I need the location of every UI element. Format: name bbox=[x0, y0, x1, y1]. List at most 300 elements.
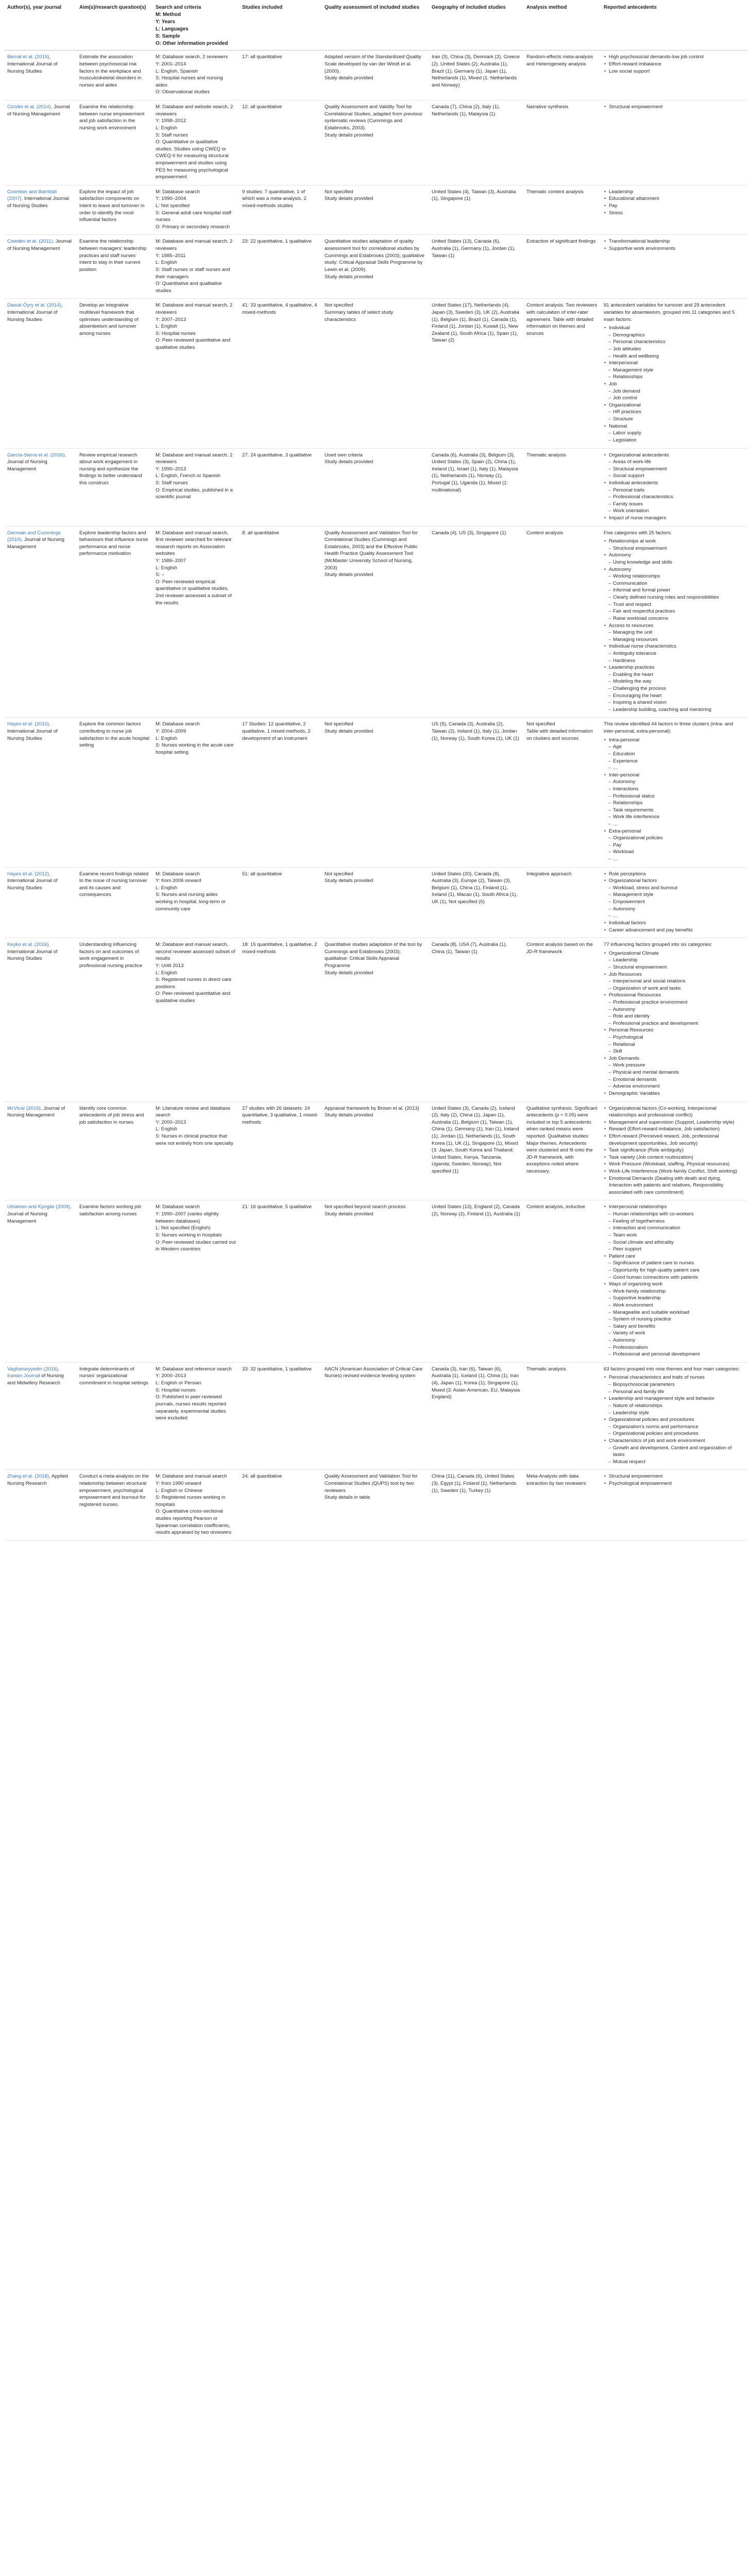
antecedent-subitem: – Structure bbox=[609, 416, 744, 423]
aim-cell: Develop an integrative multilevel framework that optimises understanding of absenteeism and turnover among nurses bbox=[76, 299, 152, 448]
table-body bbox=[4, 50, 747, 1540]
aim-cell: Explore the impact of job satisfaction components on intent to leave and turnover in order to identify the most influential factors bbox=[76, 185, 152, 235]
author-citation-link[interactable]: Keyko et al. (2016), bbox=[7, 942, 50, 948]
antecedent-subitem: – Structural empowerment bbox=[609, 545, 744, 552]
antecedent-subitem: – Areas of work-life bbox=[609, 459, 744, 466]
studies-included-cell: 9 studies: 7 quantitative, 1 of which was a meta-analysis, 2 mixed-methods studies bbox=[239, 185, 321, 235]
antecedents-cell bbox=[601, 938, 747, 1101]
antecedent-item: • Ways of organizing work bbox=[609, 1281, 744, 1288]
table-row bbox=[4, 1101, 747, 1200]
antecedent-subitem: – Leadership style bbox=[609, 1410, 744, 1417]
antecedent-subitem: – Experience bbox=[609, 758, 744, 765]
antecedent-subitem: – Professional and personal development bbox=[609, 1351, 744, 1358]
antecedent-subitem: – Legislation bbox=[609, 437, 744, 444]
aim-cell: Estimate the association between psychosocial risk factors in the workplace and musculoskeletal disorders in nurses and aides bbox=[76, 50, 152, 100]
analysis-method-cell: Qualitative synthesis. Significant antecedents (p < 0.05) were included or top 5 antecedents when ranked means were reported. Qualitative studies: Major themes. Antecedents were clustered and fit onto the JD-R framework, with exceptions noted where necessary. bbox=[523, 1101, 601, 1200]
antecedents-intro: This review identified 44 factors in three clusters (intra- and inter-personal, extra-personal): bbox=[604, 721, 733, 735]
table-row bbox=[4, 526, 747, 718]
antecedent-item: • High psychosocial demands-low job control bbox=[609, 54, 744, 61]
search-criteria-cell: M: Literature review and database search Y: 2000–2013 L: English S: Nurses in clinical practice that were not entirely from one specialty bbox=[152, 1101, 239, 1200]
journal-name: Journal of Nursing Management bbox=[7, 459, 47, 472]
antecedent-subitem: – Peer support bbox=[609, 1246, 744, 1253]
antecedent-subitem: – Fair and respectful practices bbox=[609, 608, 744, 615]
systematic-review-table bbox=[4, 2, 747, 1541]
author-cell bbox=[4, 526, 76, 718]
antecedent-subitem: – Trust and respect bbox=[609, 601, 744, 608]
antecedent-subitem: – Using knowledge and skills bbox=[609, 559, 744, 566]
antecedent-subitem: – Variety of work bbox=[609, 1330, 744, 1337]
antecedent-item: • Management and supervision (Support, Leadership style) bbox=[609, 1119, 744, 1126]
header-analysis: Analysis method bbox=[523, 2, 601, 50]
antecedent-subitem: – Good human connections with patients bbox=[609, 1274, 744, 1281]
geography-cell: Canada (7), China (2), Italy (1), Netherlands (1), Malaysia (1) bbox=[429, 100, 523, 185]
header-search-line: S: Sample bbox=[156, 33, 180, 39]
quality-assessment-cell: Quantitative studies adaptation of quality assessment tool for correlational studies by Cummings and Estabrooks (2003); qualitative study: Critical Appraisal Skills Programme by Lewin et al. (2009). Study details provided bbox=[321, 235, 429, 299]
antecedent-subitem: – Organizational policies and procedures bbox=[609, 1430, 744, 1437]
studies-included-cell: 27: 24 quantitative, 3 qualitative bbox=[239, 448, 321, 526]
antecedent-subitem: – Workload, stress and burnout bbox=[609, 885, 744, 892]
antecedents-cell bbox=[601, 1101, 747, 1200]
journal-name: International Journal of Nursing Studies bbox=[7, 948, 58, 962]
quality-assessment-cell: Quantitative studies adaptation of the tool by Cummings and Estabrooks (2003); qualitative: Critical Skills Appraisal Programme Study details provided bbox=[321, 938, 429, 1101]
aim-cell: Explore the common factors contributing to nurse job satisfaction in the acute hospital setting bbox=[76, 718, 152, 867]
table-row bbox=[4, 1362, 747, 1470]
table-row bbox=[4, 235, 747, 299]
antecedent-subitem: – Enabling the heart bbox=[609, 671, 744, 679]
antecedent-subitem: – Personal traits bbox=[609, 487, 744, 494]
analysis-method-cell: Thematic content analysis bbox=[523, 185, 601, 235]
author-citation-link[interactable]: Daouk-Öyry et al. (2014), bbox=[7, 302, 63, 309]
antecedent-subitem: – Structural empowerment bbox=[609, 466, 744, 473]
antecedent-subitem: – Biopsychosocial parameters bbox=[609, 1381, 744, 1388]
geography-cell: United States (20), Canada (8), Australia (3), Europe (2), Taiwan (3), Belgium (1), China (1), Finland (1), Ireland (1), Macao (1), South Africa (1), UK (1), Not specified (5) bbox=[429, 867, 523, 938]
antecedent-subitem: – Personal and family life bbox=[609, 1388, 744, 1396]
antecedent-item: • Intra-personal bbox=[609, 737, 744, 744]
antecedent-subitem: – Significance of patient care to nurses bbox=[609, 1260, 744, 1267]
antecedent-subitem: – Professional characteristics bbox=[609, 494, 744, 501]
antecedent-item: • Characteristics of job and work environment bbox=[609, 1437, 744, 1445]
antecedent-subitem: – Work life interference bbox=[609, 814, 744, 821]
analysis-method-cell: Meta-Analysis with data extraction by two reviewers bbox=[523, 1470, 601, 1540]
antecedent-subitem: – … bbox=[609, 765, 744, 772]
header-search-line: Y: Years bbox=[156, 19, 175, 25]
header-search-line: O: Other information provided bbox=[156, 40, 228, 46]
antecedent-subitem: – Professional practice environment bbox=[609, 999, 744, 1006]
author-cell bbox=[4, 299, 76, 448]
search-criteria-cell: M: Database and manual search, 2 reviewers Y: 1990–2013 L: English, French or Spanish S: Staff nurses O: Empirical studies, published in a scientific journal bbox=[152, 448, 239, 526]
antecedents-list bbox=[604, 325, 744, 444]
antecedent-subitem: – Professional status bbox=[609, 793, 744, 800]
quality-assessment-cell: Not specified Study details provided bbox=[321, 185, 429, 235]
author-cell bbox=[4, 100, 76, 185]
geography-cell: Canada (3), Iran (6), Taiwan (6), Australia (1), Iceland (1), China (1), Iran (4), Japan (1), Korea (1), Singapore (1), Mixed (3: Asian-American, EU, Malaysia England) bbox=[429, 1362, 523, 1470]
antecedent-item: • Individual antecedents bbox=[609, 480, 744, 487]
antecedents-cell bbox=[601, 1200, 747, 1362]
antecedent-item: • Effort-reward imbalance bbox=[609, 61, 744, 68]
header-quality: Quality assessment of included studies bbox=[321, 2, 429, 50]
antecedent-subitem: – Education bbox=[609, 751, 744, 758]
antecedents-list bbox=[604, 538, 744, 713]
studies-included-cell: 12: all quantitative bbox=[239, 100, 321, 185]
antecedent-subitem: – Psychological bbox=[609, 1034, 744, 1041]
antecedent-subitem: – System of nursing practice bbox=[609, 1316, 744, 1323]
antecedents-list bbox=[604, 1105, 744, 1196]
journal-name: International Journal of Nursing Studies bbox=[7, 309, 58, 323]
antecedent-item: • Task variety (Job content routinization) bbox=[609, 1154, 744, 1161]
studies-included-cell: 21: 16 quantitative, 5 qualitative bbox=[239, 1200, 321, 1362]
antecedent-subitem: – Work-family relationship bbox=[609, 1288, 744, 1295]
search-criteria-cell: M: Database search Y: 1990–2004 L: Not specified S: General adult care hospital staff nurses O: Primary or secondary research bbox=[152, 185, 239, 235]
antecedent-subitem: – Team work bbox=[609, 1232, 744, 1239]
journal-name: International Journal of Nursing Studies bbox=[7, 878, 58, 891]
antecedents-list bbox=[604, 737, 744, 863]
journal-name: Journal of Nursing Management bbox=[7, 104, 70, 117]
antecedents-cell bbox=[601, 185, 747, 235]
antecedent-subitem: – Health and wellbeing bbox=[609, 353, 744, 360]
table-row bbox=[4, 299, 747, 448]
antecedents-cell bbox=[601, 100, 747, 185]
table-row bbox=[4, 1470, 747, 1540]
antecedent-subitem: – Growth and development, Content and organization of tasks bbox=[609, 1445, 744, 1459]
antecedent-subitem: – Salary and benefits bbox=[609, 1323, 744, 1330]
analysis-method-cell: Content analysis bbox=[523, 526, 601, 718]
antecedent-subitem: – Manageable and suitable workload bbox=[609, 1309, 744, 1316]
antecedent-item: • Stress bbox=[609, 210, 744, 217]
search-criteria-cell: M: Database and manual search Y: from 1990 onward L: English or Chinese S: Registered nurses working in hospitals O: Quantitative cross-sectional studies reporting Pearson or Spearman correlation coefficients, results appraised by two reviewers bbox=[152, 1470, 239, 1540]
search-criteria-cell: M: Database and manual search, first reviewer searched for relevant research reports on Association websites Y: 1986–2007 L: English S: – O: Peer-reviewed empirical quantitative or qualitative studies, 2nd reviewer assessed a subset of the results bbox=[152, 526, 239, 718]
antecedent-subitem: – Autonomy bbox=[609, 1337, 744, 1344]
antecedents-cell bbox=[601, 448, 747, 526]
analysis-method-cell: Not specified Table with detailed information on clusters and sources bbox=[523, 718, 601, 867]
antecedent-subitem: – Inspiring a shared vision bbox=[609, 699, 744, 706]
antecedent-subitem: – Organization of work and tasks bbox=[609, 985, 744, 992]
antecedent-subitem: – … bbox=[609, 856, 744, 863]
antecedent-subitem: – Clearly defined nursing roles and responsibilities bbox=[609, 594, 744, 601]
author-cell bbox=[4, 185, 76, 235]
antecedent-subitem: – Management style bbox=[609, 367, 744, 374]
author-citation-link[interactable]: Cicolini et al. (2014), bbox=[7, 104, 53, 110]
antecedent-item: • Access to resources bbox=[609, 622, 744, 630]
antecedent-item: • Impact of nurse managers bbox=[609, 515, 744, 522]
antecedent-subitem: – HR practices bbox=[609, 409, 744, 416]
antecedent-subitem: – Professional practice and development bbox=[609, 1020, 744, 1027]
geography-cell: United States (4), Taiwan (3), Australia (1), Singapore (1) bbox=[429, 185, 523, 235]
author-citation-link[interactable]: Cowden et al. (2011), bbox=[7, 239, 55, 245]
journal-name: Journal of Nursing Management bbox=[7, 1211, 47, 1224]
antecedent-item: • Effort-reward (Perceived reward, Job, professional development opportunities, Job security) bbox=[609, 1133, 744, 1147]
search-criteria-cell: M: Database search, 2 reviewers Y: 2001–2014 L: English, Spanish S: Hospital nurses and nursing aides O: Observational studies bbox=[152, 50, 239, 100]
antecedent-subitem: – Physical and mental demands bbox=[609, 1069, 744, 1076]
antecedents-intro: Five categories with 25 factors: bbox=[604, 530, 672, 536]
table-row bbox=[4, 718, 747, 867]
antecedent-subitem: – Raise workload concerns bbox=[609, 615, 744, 622]
antecedent-subitem: – Age bbox=[609, 743, 744, 751]
antecedent-subitem: – Relational bbox=[609, 1041, 744, 1048]
journal-name: Journal of Nursing Management bbox=[7, 239, 72, 252]
antecedent-subitem: – … bbox=[609, 912, 744, 920]
studies-included-cell: 8: all quantitative bbox=[239, 526, 321, 718]
antecedent-item: • Interpersonal relationships bbox=[609, 1204, 744, 1211]
author-citation-link[interactable]: Hayes et al. (2012), bbox=[7, 871, 50, 877]
antecedent-subitem: – Labor supply bbox=[609, 430, 744, 437]
antecedent-item: • Individual nurse characteristics bbox=[609, 643, 744, 650]
geography-cell: Canada (4), US (3), Singapore (1) bbox=[429, 526, 523, 718]
antecedent-subitem: – Skill bbox=[609, 1048, 744, 1055]
studies-included-cell: 51: all quantitative bbox=[239, 867, 321, 938]
antecedent-item: • Low social support bbox=[609, 68, 744, 75]
studies-included-cell: 33: 32 quantitative, 1 qualitative bbox=[239, 1362, 321, 1470]
antecedent-item: • Structural empowerment bbox=[609, 104, 744, 111]
antecedent-subitem: – Job demand bbox=[609, 388, 744, 395]
antecedent-item: • Organizational factors (Co-working, Interpersonal relationships and professional conflict) bbox=[609, 1105, 744, 1119]
antecedent-subitem: – Work environment bbox=[609, 1302, 744, 1309]
antecedent-item: • Interpersonal bbox=[609, 360, 744, 367]
antecedents-list bbox=[604, 1204, 744, 1358]
header-search-line: L: Languages bbox=[156, 26, 189, 32]
header-aim: Aim(s)/research question(s) bbox=[76, 2, 152, 50]
antecedent-item: • Psychological empowerment bbox=[609, 1480, 744, 1487]
antecedent-subitem: – Interaction and communication bbox=[609, 1225, 744, 1232]
antecedent-item: • Demographic Variables bbox=[609, 1090, 744, 1097]
table-row bbox=[4, 100, 747, 185]
antecedent-item: • Organizational factors bbox=[609, 877, 744, 885]
antecedents-list bbox=[604, 1374, 744, 1465]
antecedent-subitem: – Role and identity bbox=[609, 1013, 744, 1020]
quality-assessment-cell: Quality Assessment and Validity Tool for Correlational Studies, adapted from previous systematic reviews (Cummings and Estabrooks, 2003). Study details provided bbox=[321, 100, 429, 185]
author-cell bbox=[4, 50, 76, 100]
quality-assessment-cell: Quality Assessment and Validation Tool for Correlational Studies (QUPS) tool by two reviewers Study details in table bbox=[321, 1470, 429, 1540]
antecedent-subitem: – Supportive leadership bbox=[609, 1295, 744, 1302]
antecedent-item: • Extra-personal bbox=[609, 828, 744, 835]
table-row bbox=[4, 448, 747, 526]
antecedents-list bbox=[604, 871, 744, 934]
author-citation-link[interactable]: McVicar (2016), bbox=[7, 1105, 42, 1111]
author-citation-link[interactable]: Hayes et al. (2010), bbox=[7, 721, 50, 727]
antecedent-subitem: – Management style bbox=[609, 891, 744, 899]
antecedent-item: • Organizational Climate bbox=[609, 950, 744, 957]
search-criteria-cell: M: Database and manual search, 2 reviewers Y: 2007–2013 L: English S: Hospital nurses O: Peer-reviewed quantitative and qualitative studies bbox=[152, 299, 239, 448]
author-citation-link[interactable]: García-Sierra et al. (2016), bbox=[7, 452, 66, 458]
antecedents-cell bbox=[601, 718, 747, 867]
antecedent-item: • Leadership bbox=[609, 189, 744, 196]
geography-cell: US (5), Canada (3), Australia (2), Taiwan (2), Ireland (1), Italy (1), Jordan (1), Norway (1), South Korea (1), UK (1) bbox=[429, 718, 523, 867]
header-search-title: Search and criteria bbox=[156, 5, 201, 10]
header-search-line: M: Method bbox=[156, 11, 181, 18]
antecedent-item: • Organizational bbox=[609, 402, 744, 409]
antecedent-subitem: – Organizational policies bbox=[609, 835, 744, 842]
antecedent-subitem: – Hardiness bbox=[609, 657, 744, 665]
search-criteria-cell: M: Database and manual search, 2 reviewers Y: 1985–2011 L: English S: Staff nurses or staff nurses and their managers O: Quantitative and qualitative studies bbox=[152, 235, 239, 299]
quality-assessment-cell: Not specified Summary tables of select study characteristics bbox=[321, 299, 429, 448]
antecedent-subitem: – Autonomy bbox=[609, 906, 744, 913]
table-row bbox=[4, 938, 747, 1101]
aim-cell: Review empirical research about work engagement in nursing and synthesize the findings to better understand this construct bbox=[76, 448, 152, 526]
antecedent-subitem: – Leadership building, coaching and mentoring bbox=[609, 706, 744, 714]
author-citation-link[interactable]: Bernal et al. (2015), bbox=[7, 54, 51, 60]
author-cell bbox=[4, 448, 76, 526]
studies-included-cell: 24: all quantitative bbox=[239, 1470, 321, 1540]
quality-assessment-cell: Not specified Study details provided bbox=[321, 718, 429, 867]
analysis-method-cell: Extraction of significant findings bbox=[523, 235, 601, 299]
antecedent-subitem: – Social support bbox=[609, 472, 744, 480]
antecedent-item: • Individual bbox=[609, 325, 744, 332]
antecedents-cell bbox=[601, 299, 747, 448]
antecedent-item: • Personal characteristics and traits of nurses bbox=[609, 1374, 744, 1381]
antecedent-subitem: – … bbox=[609, 821, 744, 828]
author-cell bbox=[4, 235, 76, 299]
antecedents-cell bbox=[601, 1362, 747, 1470]
analysis-method-cell: Content analysis based on the JD-R framework bbox=[523, 938, 601, 1101]
geography-cell: Canada (6), Australia (3), Belgium (3), United States (3), Spain (2), China (1), Ireland (1), Israel (1), Italy (1), Malaysia (1), Netherlands (1), Norway (1), Portugal (1), Uganda (1), Mixed (1: multinational) bbox=[429, 448, 523, 526]
studies-included-cell: 18: 15 quantitative, 1 qualitative, 2 mixed-methods bbox=[239, 938, 321, 1101]
table-row bbox=[4, 185, 747, 235]
antecedent-item: • Role perceptions bbox=[609, 871, 744, 878]
antecedent-subitem: – Job control bbox=[609, 395, 744, 402]
antecedent-subitem: – Human relationships with co-workers bbox=[609, 1211, 744, 1218]
search-criteria-cell: M: Database search Y: 1990–2007 (varies slightly between databases) L: Not specified (English) S: Nurses working in hospitals O: Peer-reviewed studies carried out in Western countries bbox=[152, 1200, 239, 1362]
header-studies: Studies included bbox=[239, 2, 321, 50]
studies-included-cell: 41: 33 quantitative, 4 qualitative, 4 mixed-methods bbox=[239, 299, 321, 448]
search-criteria-cell: M: Database search Y: from 2006 onward L: English S: Nurses and nursing aides working in hospital, long-term or community care bbox=[152, 867, 239, 938]
antecedent-subitem: – Managing resources bbox=[609, 636, 744, 643]
antecedent-subitem: – Work pressure bbox=[609, 1062, 744, 1069]
antecedent-subitem: – Work orientation bbox=[609, 507, 744, 515]
analysis-method-cell: Content analysis. Two reviewers with calculation of inter-rater agreement. Table with detailed information on themes and sources bbox=[523, 299, 601, 448]
journal-name: International Journal of Nursing Studies bbox=[7, 196, 70, 209]
antecedent-subitem: – Encouraging the heart bbox=[609, 692, 744, 700]
header-author: Author(s), year journal bbox=[4, 2, 76, 50]
geography-cell: United States (13), England (2), Canada (2), Norway (2), Finland (1), Australia (1) bbox=[429, 1200, 523, 1362]
antecedent-item: • Task significance (Role ambiguity) bbox=[609, 1147, 744, 1154]
antecedent-item: • Work Pressure (Workload, staffing, Physical resources) bbox=[609, 1161, 744, 1168]
search-criteria-cell: M: Database and reference search Y: 2000–2013 L: English or Persian S: Hospital nurses O: Published in peer-reviewed journals, nurses results reported separately, experimental studies were excluded bbox=[152, 1362, 239, 1470]
antecedents-cell bbox=[601, 867, 747, 938]
author-cell bbox=[4, 867, 76, 938]
antecedent-item: • National bbox=[609, 423, 744, 430]
quality-assessment-cell: Quality Assessment and Validation Tool for Correlational Studies (Cummings and Estabrooks, 2003) and the Effective Public Health Practice Quality Assessment Tool (McMaster University School of Nursing, 2003) Study details provided bbox=[321, 526, 429, 718]
antecedent-subitem: – Opportunity for high-quality patient care bbox=[609, 1267, 744, 1274]
antecedent-item: • Inter-personal bbox=[609, 772, 744, 779]
antecedent-subitem: – Managing the unit bbox=[609, 629, 744, 636]
antecedent-subitem: – Emotional demands bbox=[609, 1076, 744, 1083]
aim-cell: Examine factors working job satisfaction among nurses bbox=[76, 1200, 152, 1362]
antecedents-list bbox=[604, 950, 744, 1097]
antecedent-item: • Professional Resources bbox=[609, 992, 744, 999]
aim-cell: Understanding influencing factors on and outcomes of work engagement in professional nursing practice bbox=[76, 938, 152, 1101]
antecedent-subitem: – Autonomy bbox=[609, 778, 744, 786]
geography-cell: United States (3), Canada (2), Iceland (2), Italy (2), China (1), Japan (1), Australia (1), Belgium (1), Taiwan (1), China (1), Germany (1), Iran (1), Ireland (1), Jordan (1), Netherlands (1), South Korea (1), UK (1), Singapore (1), Mixed (3: Japan, South Korea and Thailand; United States, Kenya, Tanzania, Uganda; Sweden, Norway), Not specified (1) bbox=[429, 1101, 523, 1200]
antecedent-item: • Organizational policies and procedures bbox=[609, 1416, 744, 1423]
table-header-row bbox=[4, 2, 747, 50]
antecedent-subitem: – Job attitudes bbox=[609, 346, 744, 353]
antecedent-subitem: – Communication bbox=[609, 580, 744, 587]
antecedents-cell bbox=[601, 1470, 747, 1540]
antecedent-item: • Structural empowerment bbox=[609, 1473, 744, 1480]
antecedent-item: • Reward (Effort-reward imbalance, Job satisfaction) bbox=[609, 1126, 744, 1133]
journal-name: of Nursing and Midwifery Research bbox=[7, 1373, 64, 1386]
antecedent-item: • Autonomy bbox=[609, 566, 744, 573]
antecedent-item: • Individual factors bbox=[609, 920, 744, 927]
aim-cell: Examine recent findings related to the issue of nursing turnover and its causes and consequences bbox=[76, 867, 152, 938]
author-citation-link[interactable]: Coomber and Barriball (2007), bbox=[7, 189, 57, 202]
antecedent-subitem: – Pay bbox=[609, 842, 744, 849]
antecedents-intro: 63 factors grouped into nine themes and four main categories: bbox=[604, 1366, 740, 1372]
search-criteria-cell: M: Database and manual search, second reviewer assessed subset of results Y: Until 2013 L: English S: Registered nurses in direct care positions O: Peer-reviewed quantitative and qualitative studies bbox=[152, 938, 239, 1101]
author-cell bbox=[4, 1470, 76, 1540]
antecedent-item: • Leadership practices bbox=[609, 664, 744, 671]
aim-cell: Examine the relationship between managers' leadership practices and staff nurses' intent to stay in their current position bbox=[76, 235, 152, 299]
antecedent-subitem: – Task requirements bbox=[609, 807, 744, 814]
quality-assessment-cell: Appraisal framework by Brown et al. (2013) Study details provided bbox=[321, 1101, 429, 1200]
antecedent-subitem: – Interpersonal and social relations bbox=[609, 978, 744, 985]
antecedent-subitem: – Family issues bbox=[609, 501, 744, 508]
header-antecedents: Reported antecedents bbox=[601, 2, 747, 50]
antecedent-subitem: – Mutual respect bbox=[609, 1459, 744, 1466]
author-cell bbox=[4, 1101, 76, 1200]
antecedent-subitem: – Social climate and ethicality bbox=[609, 1239, 744, 1246]
antecedent-subitem: – Ambiguity tolerance bbox=[609, 650, 744, 657]
antecedents-list bbox=[604, 54, 744, 75]
table-row bbox=[4, 867, 747, 938]
antecedent-subitem: – Workload bbox=[609, 849, 744, 856]
quality-assessment-cell: Adapted version of the Standardized Quality Scale developed by van der Windt et al. (2000). Study details provided bbox=[321, 50, 429, 100]
analysis-method-cell: Content analysis, inductive bbox=[523, 1200, 601, 1362]
quality-assessment-cell: Used own criteria Study details provided bbox=[321, 448, 429, 526]
author-citation-link[interactable]: Zhang et al. (2018), bbox=[7, 1473, 50, 1480]
studies-included-cell: 27 studies with 26 datasets: 24 quantitative, 3 qualitative, 1 mixed-methods bbox=[239, 1101, 321, 1200]
aim-cell: Identify core common antecedents of job stress and job satisfaction in nurses bbox=[76, 1101, 152, 1200]
author-citation-link[interactable]: Vagharseyyedin (2016), Iranian Journal bbox=[7, 1366, 60, 1379]
table-row bbox=[4, 50, 747, 100]
antecedent-subitem: – Challenging the process bbox=[609, 685, 744, 692]
search-criteria-cell: M: Database search Y: 2004–2009 L: English S: Nurses working in the acute care hospital setting bbox=[152, 718, 239, 867]
antecedent-item: • Autonomy bbox=[609, 552, 744, 559]
antecedents-list bbox=[604, 238, 744, 252]
antecedent-subitem: – Modeling the way bbox=[609, 678, 744, 685]
antecedent-subitem: – Personal characteristics bbox=[609, 338, 744, 346]
quality-assessment-cell: Not specified Study details provided bbox=[321, 867, 429, 938]
aim-cell: Explore leadership factors and behaviours that influence nurse performance and nurse performance motivation bbox=[76, 526, 152, 718]
analysis-method-cell: Random-effects meta-analysis and Heterogeneity analysis bbox=[523, 50, 601, 100]
antecedent-subitem: – Informal and formal power bbox=[609, 587, 744, 594]
antecedents-cell bbox=[601, 526, 747, 718]
antecedent-subitem: – Relationships bbox=[609, 800, 744, 807]
antecedents-list bbox=[604, 1473, 744, 1487]
antecedent-item: • Personal Resources bbox=[609, 1027, 744, 1034]
geography-cell: United States (17), Netherlands (4), Japan (3), Sweden (3), UK (2), Australia (1), Belgium (1), Brazil (1), Canada (1), Finland (1), Jordan (1), Kuwait (1), New Zealand (1), South Africa (1), Spain (1), Taiwan (2) bbox=[429, 299, 523, 448]
journal-name: International Journal of Nursing Studies bbox=[7, 728, 58, 741]
author-citation-link[interactable]: Utriainen and Kyngäs (2009), bbox=[7, 1204, 72, 1210]
aim-cell: Conduct a meta-analysis on the relationship between structural empowerment, psychological empowerment and burnout for registered nurses. bbox=[76, 1470, 152, 1540]
author-citation-link[interactable]: Germain and Cummings (2010), bbox=[7, 530, 61, 543]
antecedent-item: • Relationships at work bbox=[609, 538, 744, 545]
antecedent-item: • Job bbox=[609, 381, 744, 388]
antecedent-item: • Leadership and management style and behavior bbox=[609, 1395, 744, 1402]
antecedents-cell bbox=[601, 50, 747, 100]
analysis-method-cell: Narrative synthesis bbox=[523, 100, 601, 185]
antecedent-subitem: – Leadership bbox=[609, 957, 744, 964]
antecedent-item: • Emotional Demands (Dealing with death and dying, Interaction with patients and relatives, Responsibility associated with care commitment) bbox=[609, 1175, 744, 1196]
antecedents-list bbox=[604, 189, 744, 216]
antecedent-subitem: – Demographics bbox=[609, 332, 744, 339]
antecedent-subitem: – Relationships bbox=[609, 374, 744, 381]
author-cell bbox=[4, 718, 76, 867]
antecedent-subitem: – Feeling of togetherness bbox=[609, 1218, 744, 1225]
aim-cell: Integrate determinants of nurses' organizational commitment in hospital settings bbox=[76, 1362, 152, 1470]
author-cell bbox=[4, 1362, 76, 1470]
antecedent-item: • Transformational leadership bbox=[609, 238, 744, 245]
geography-cell: Iran (3), China (3), Denmark (2), Greece (2), United States (2), Australia (1), Brazil (1), Germany (1), Japan (1), Netherlands (1), Mixed (1: Netherlands and Norway) bbox=[429, 50, 523, 100]
